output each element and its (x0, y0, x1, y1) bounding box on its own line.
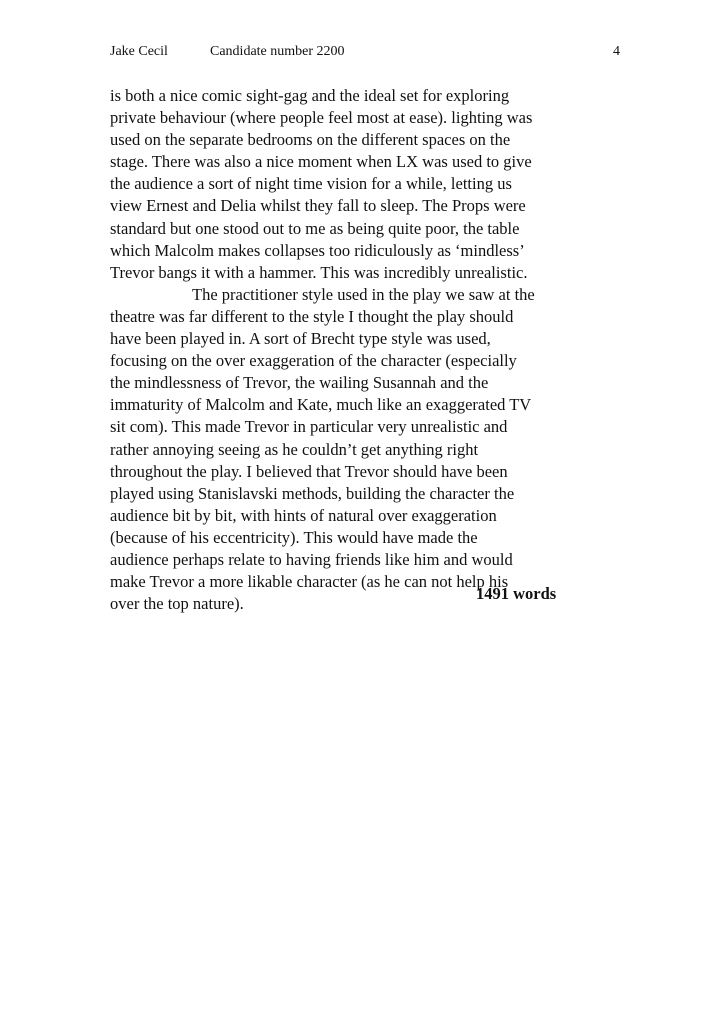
body-line: focusing on the over exaggeration of the character (especially (110, 351, 517, 371)
page-header (110, 42, 620, 62)
body-line: which Malcolm makes collapses too ridiculously as ‘mindless’ (110, 240, 525, 260)
body-line: over the top nature). (110, 594, 244, 614)
paragraph-start-line (110, 284, 625, 306)
body-line: played using Stanislavski methods, building the character the (110, 483, 515, 503)
body-line-text: The practitioner style used in the play we saw at the (192, 284, 535, 304)
body-line: private behaviour (where people feel most at ease). lighting was (110, 108, 533, 128)
word-count: 1491 words (476, 584, 557, 603)
body-line: throughout the play. I believed that Trevor should have been (110, 461, 508, 481)
candidate-number: Candidate number 2200 (210, 44, 345, 59)
body-line: view Ernest and Delia whilst they fall to sleep. The Props were (110, 196, 526, 216)
body-line: stage. There was also a nice moment when LX was used to give (110, 152, 532, 172)
author-name: Jake Cecil (110, 44, 168, 59)
body-line: used on the separate bedrooms on the different spaces on the (110, 130, 511, 150)
body-line: immaturity of Malcolm and Kate, much like an exaggerated TV (110, 395, 532, 415)
body-line: theatre was far different to the style I thought the play should (110, 306, 514, 326)
body-line: the mindlessness of Trevor, the wailing Susannah and the (110, 373, 489, 393)
body-line: have been played in. A sort of Brecht type style was used, (110, 329, 491, 349)
page-number: 4 (613, 44, 620, 59)
body-line: is both a nice comic sight-gag and the ideal set for exploring (110, 86, 510, 105)
body-line: audience perhaps relate to having friends like him and would (110, 549, 513, 569)
essay-body (110, 85, 625, 615)
body-line: Trevor bangs it with a hammer. This was incredibly unrealistic. (110, 262, 528, 282)
body-line: sit com). This made Trevor in particular very unrealistic and (110, 417, 508, 437)
body-line: standard but one stood out to me as being quite poor, the table (110, 218, 520, 238)
body-line: rather annoying seeing as he couldn’t get anything right (110, 439, 479, 459)
body-line: (because of his eccentricity). This would have made the (110, 527, 478, 547)
body-line: the audience a sort of night time vision for a while, letting us (110, 174, 512, 194)
body-line: audience bit by bit, with hints of natural over exaggeration (110, 505, 497, 525)
body-line: make Trevor a more likable character (as he can not help his (110, 572, 509, 592)
